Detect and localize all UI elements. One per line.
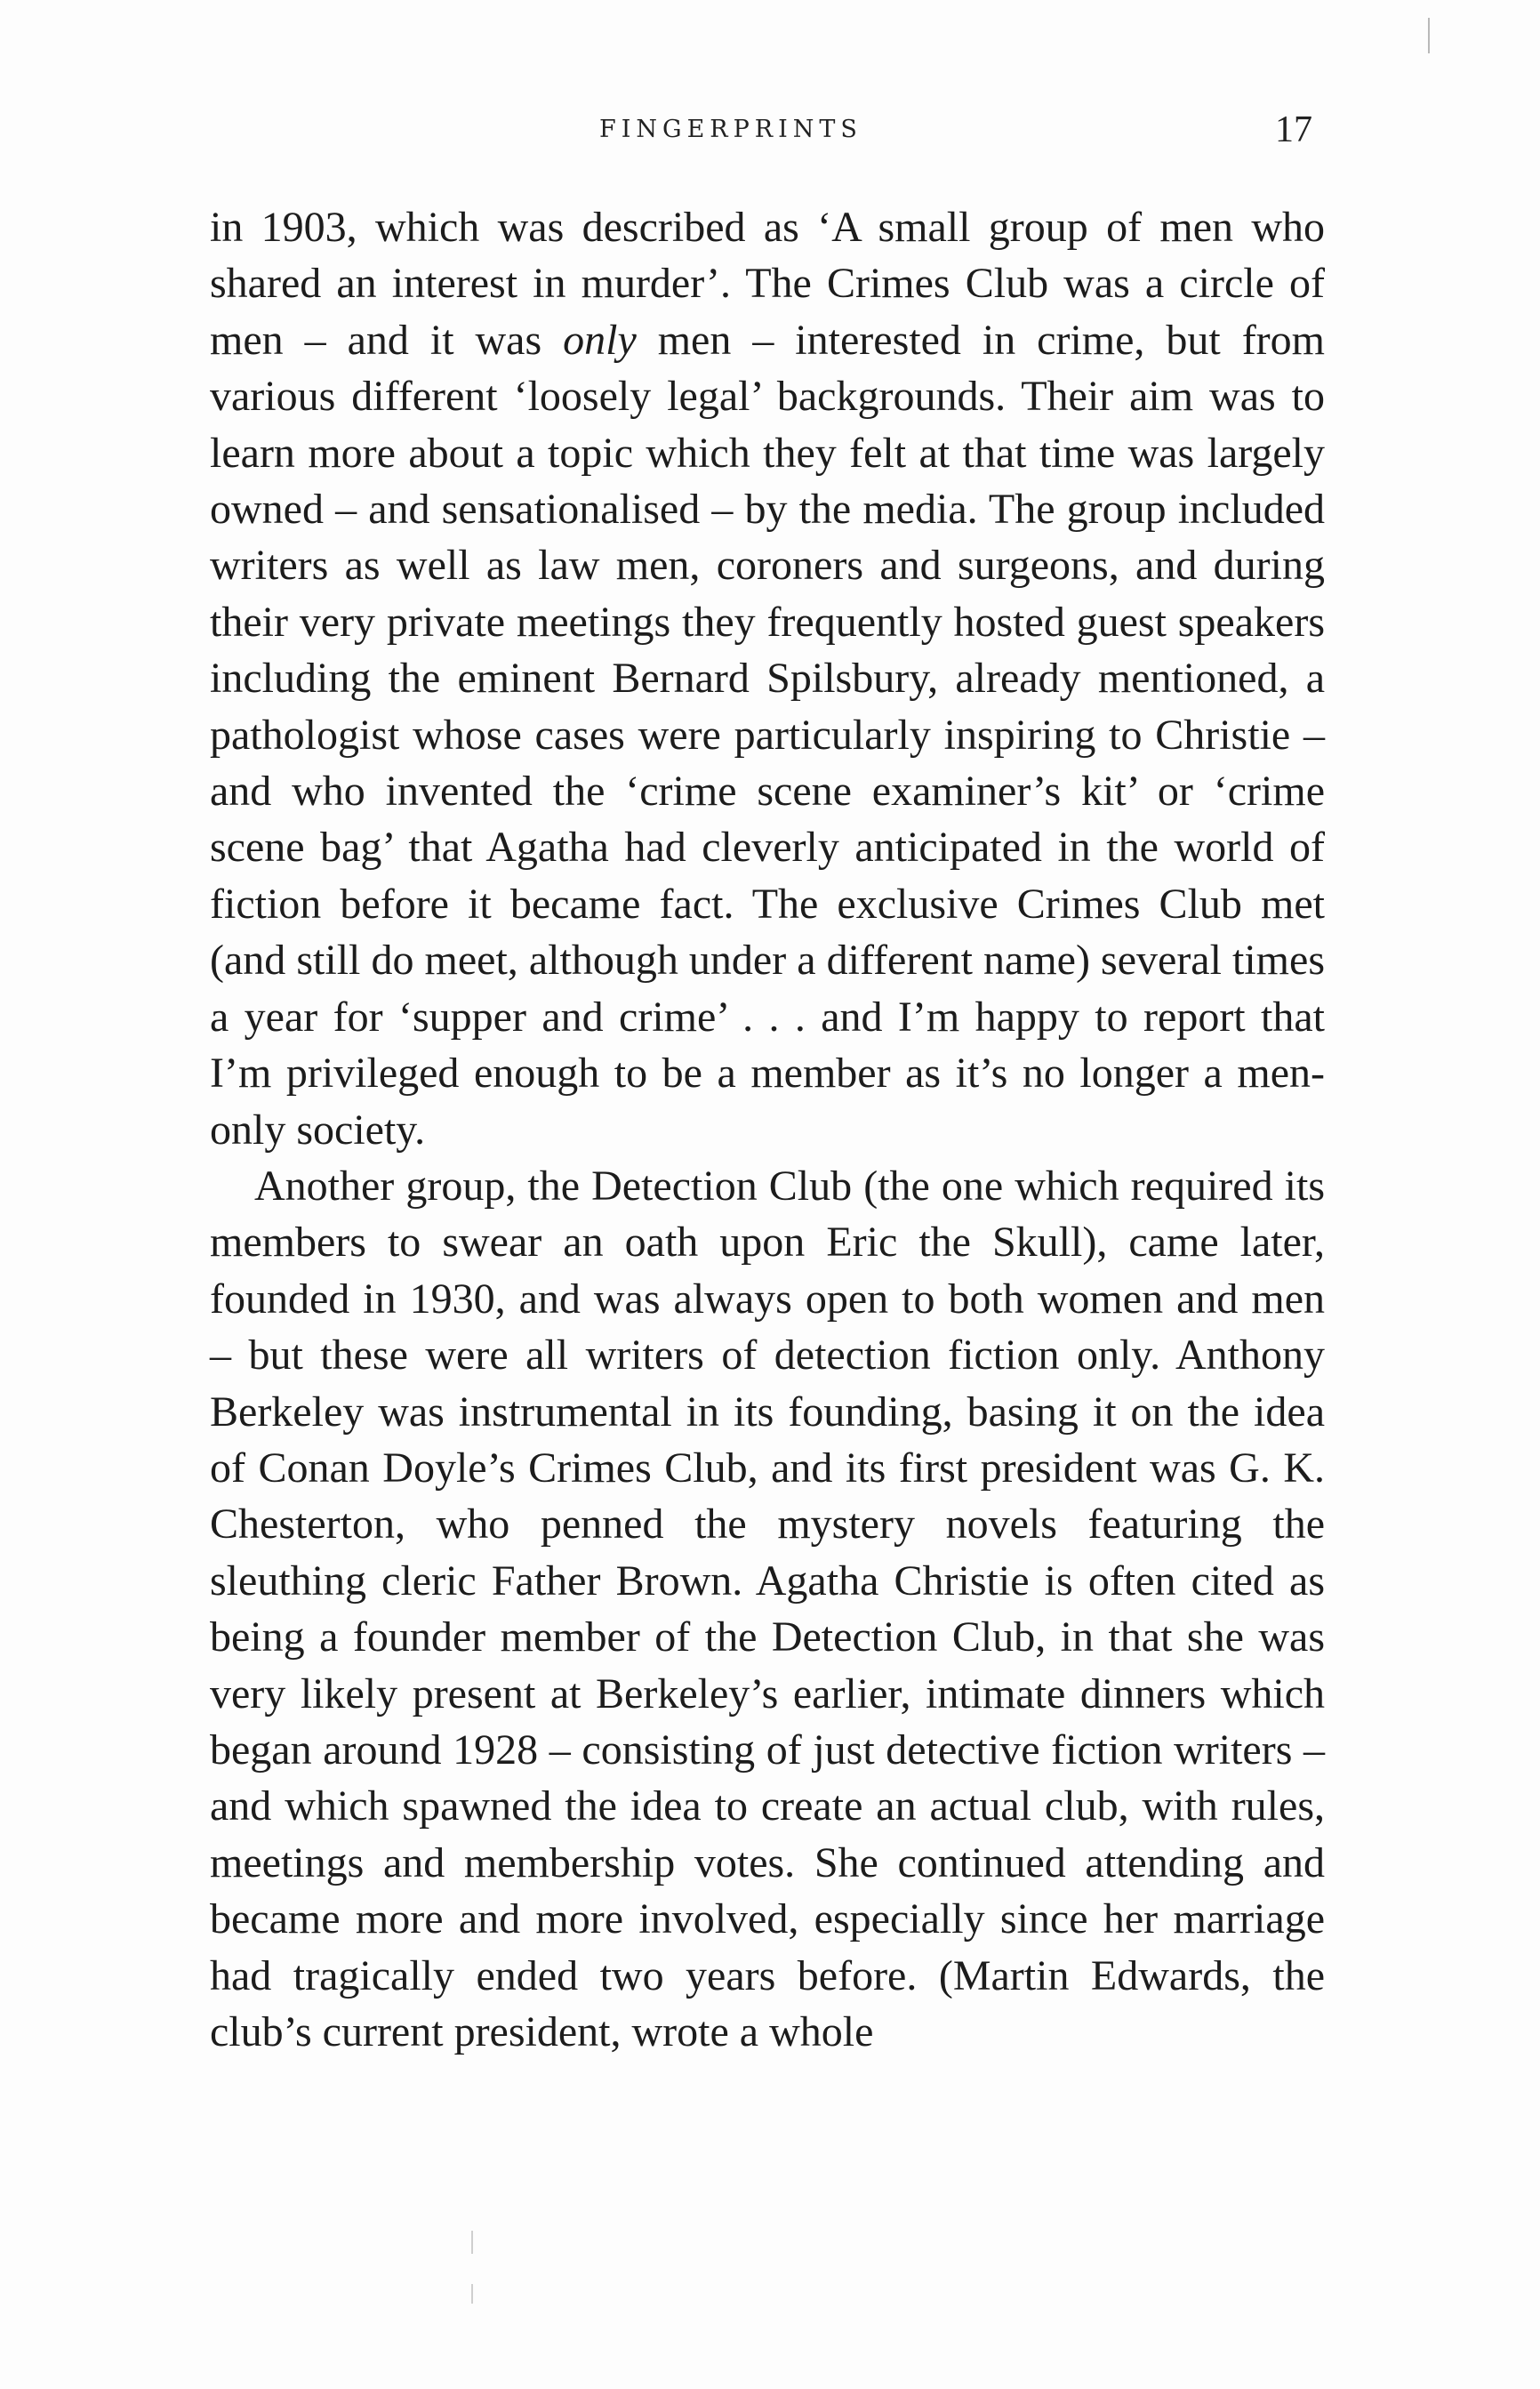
- page-number: 17: [1275, 109, 1312, 150]
- scan-mark: [1428, 18, 1430, 53]
- paragraph-2: Another group, the Detection Club (the one which required its members to swear an oath upon Eric the Skull), came later, founded in 1930, and was always open to both women and men – but these were all writers of detection fiction only. Anthony Berkeley was instrumental in its founding, basing it on the idea of Conan Doyle’s Crimes Club, and its first president was G. K. Chesterton, who penned the mystery novels featuring the sleuthing cleric Father Brown. Agatha Christie is often cited as being a founder member of the Detection Club, in that she was very likely present at Berkeley’s earlier, intimate dinners which began around 1928 – consisting of just detective fiction writers – and which spawned the idea to create an actual club, with rules, meetings and membership votes. She continued attending and became more and more involved, especially since her marriage had tragically ended two years before. (Martin Edwards, the club’s current president, wrote a whole: [210, 1162, 1325, 2055]
- scan-mark: [471, 2284, 473, 2304]
- running-title: FINGERPRINTS: [599, 116, 862, 143]
- paragraph-1-end: men – interested in crime, but from various different ‘loosely legal’ backgrounds. Their aim was to learn more about a topic which they felt at that time was largely owned – and sensationalised – by the media. The group included writers as well as law men, coroners and surgeons, and during their very private meetings they frequently hosted guest speakers including the eminent Bernard Spilsbury, already mentioned, a pathologist whose cases were particularly inspiring to Christie – and who invented the ‘crime scene examiner’s kit’ or ‘crime scene bag’ that Agatha had cleverly anticipated in the world of fiction before it became fact. The exclusive Crimes Club met (and still do meet, although under a different name) several times a year for ‘supper and crime’ . . . and I’m happy to report that I’m privileged enough to be a member as it’s no longer a men-only society.: [210, 316, 1325, 1154]
- emphasis-only: only: [563, 316, 637, 364]
- body-text: [210, 199, 1325, 2060]
- running-head: [0, 109, 1540, 153]
- paragraph-1: [210, 199, 1325, 1158]
- paragraph-1-start: in 1903, which was described as ‘A small group of men who shared an interest in murder’. The Crimes Club was a circle of men – and it was: [210, 204, 1325, 364]
- scan-mark: [471, 2231, 473, 2254]
